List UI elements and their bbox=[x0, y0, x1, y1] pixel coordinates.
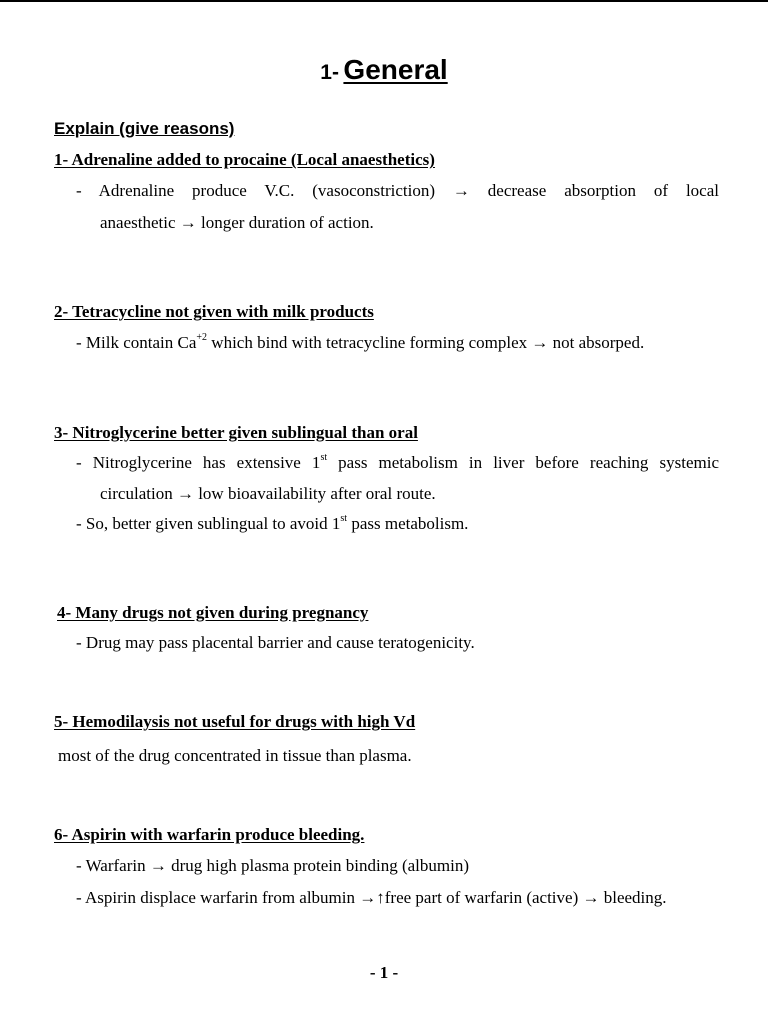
q5-heading: 5- Hemodilaysis not useful for drugs with high Vd bbox=[54, 712, 416, 731]
q3-line2: circulation → low bioavailability after oral route. bbox=[100, 484, 436, 503]
top-border-line bbox=[0, 0, 768, 2]
q1-line1: - Adrenaline produce V.C. (vasoconstriction) → decrease absorption of local bbox=[76, 181, 719, 200]
q3-line1 bbox=[76, 453, 719, 473]
q2-heading: 2- Tetracycline not given with milk products bbox=[54, 302, 374, 321]
q2-line1-pre: - Milk contain Ca bbox=[76, 333, 197, 352]
q3-line1-pre: - Nitroglycerine has extensive 1 bbox=[76, 453, 321, 472]
q1-line2: anaesthetic → longer duration of action. bbox=[100, 213, 374, 232]
q6-line1: - Warfarin → drug high plasma protein binding (albumin) bbox=[76, 856, 470, 875]
q3-line3-post: pass metabolism. bbox=[347, 514, 469, 533]
page-number: - 1 - bbox=[369, 963, 399, 982]
q2-line1 bbox=[76, 333, 644, 353]
title-number: 1- bbox=[320, 61, 339, 84]
q4-heading: 4- Many drugs not given during pregnancy bbox=[57, 603, 369, 622]
q6-heading: 6- Aspirin with warfarin produce bleeding. bbox=[54, 825, 365, 844]
q3-line3-pre: - So, better given sublingual to avoid 1 bbox=[76, 514, 341, 533]
q3-line1-sup: st bbox=[320, 452, 328, 464]
q5-line1: most of the drug concentrated in tissue than plasma. bbox=[58, 746, 412, 765]
q3-heading: 3- Nitroglycerine better given sublingual than oral bbox=[54, 423, 418, 442]
q3-line3-sup: st bbox=[340, 513, 348, 525]
title-word: General bbox=[343, 54, 448, 85]
q3-line3 bbox=[76, 514, 468, 534]
q6-line2: - Aspirin displace warfarin from albumin →↑free part of warfarin (active) → bleeding. bbox=[76, 888, 667, 907]
q2-line1-sup: +2 bbox=[196, 332, 208, 344]
q1-heading: 1- Adrenaline added to procaine (Local anaesthetics) bbox=[54, 150, 435, 169]
q4-line1: - Drug may pass placental barrier and cause teratogenicity. bbox=[76, 633, 475, 652]
section-heading: Explain (give reasons) bbox=[54, 119, 235, 138]
q2-line1-post: which bind with tetracycline forming complex → not absorped. bbox=[207, 333, 645, 352]
q3-line1-post: pass metabolism in liver before reaching systemic bbox=[327, 453, 719, 472]
page-title bbox=[0, 54, 768, 86]
